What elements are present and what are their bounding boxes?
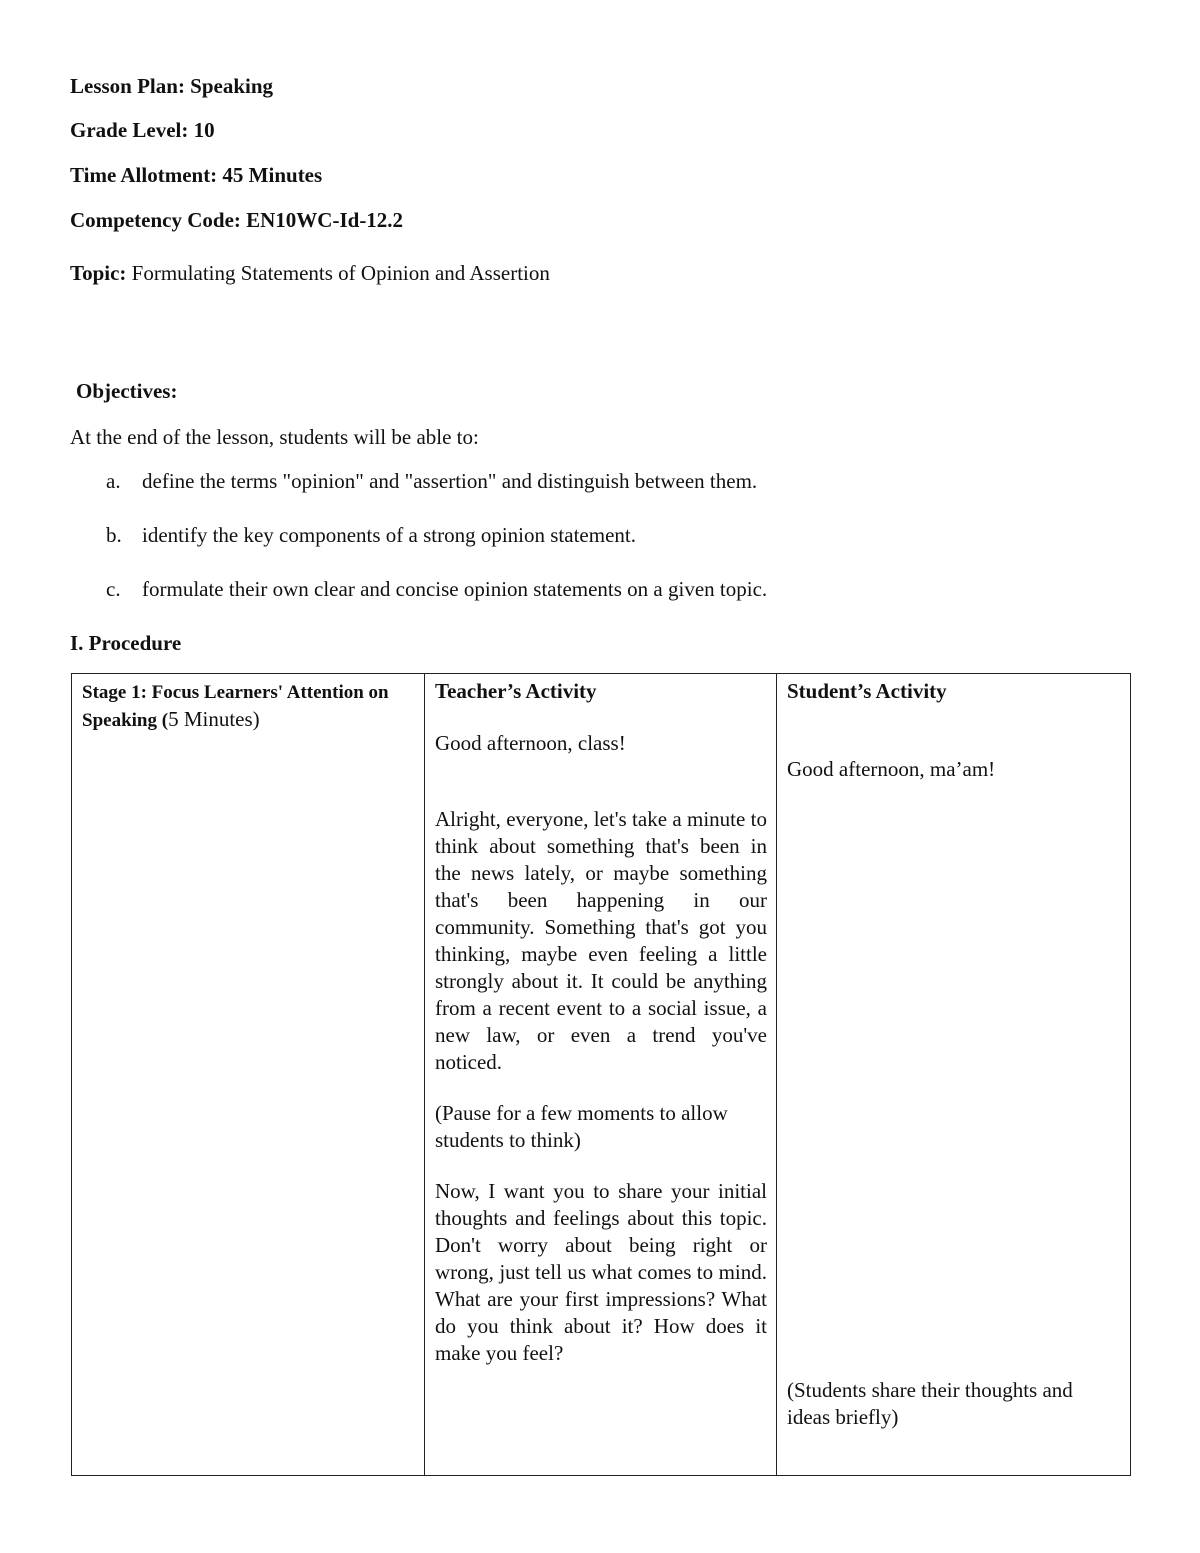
- teacher-prompt-text: Alright, everyone, let's take a minute to think about something that's been in the news lately, or maybe something that's been happening in our community. Something that's got you thinking, maybe even feeling a little strongly about it. It could be anything from a recent event to a social issue, a new law, or even a trend you've noticed.: [435, 807, 767, 1074]
- objectives-intro: At the end of the lesson, students will be able to:: [70, 425, 479, 449]
- stage-minutes: 5 Minutes): [168, 707, 260, 731]
- student-activity-cell: [777, 674, 1131, 1476]
- topic-label: Topic:: [70, 261, 127, 285]
- teacher-activity-heading: Teacher’s Activity: [435, 679, 597, 703]
- time-allotment: Time Allotment: 45 Minutes: [70, 163, 323, 187]
- student-share-note: (Students share their thoughts and ideas briefly): [787, 1378, 1073, 1429]
- objective-text: formulate their own clear and concise opinion statements on a given topic.: [142, 577, 768, 601]
- table-row: [72, 674, 1131, 1476]
- competency-code: Competency Code: EN10WC-Id-12.2: [70, 208, 404, 232]
- grade-level: Grade Level: 10: [70, 118, 215, 142]
- teacher-activity-cell: [425, 674, 777, 1476]
- student-greeting: Good afternoon, ma’am!: [787, 757, 996, 781]
- objective-letter: b.: [106, 523, 122, 547]
- objective-text: define the terms "opinion" and "assertion" and distinguish between them.: [142, 469, 758, 493]
- objectives-heading: Objectives:: [76, 379, 178, 403]
- objective-text: identify the key components of a strong opinion statement.: [142, 523, 636, 547]
- teacher-share-prompt: Now, I want you to share your initial thoughts and feelings about this topic. Don't worry about being right or wrong, just tell us what comes to mind. What are your first impressions? What do you think about it? How does it make you feel?: [435, 1179, 767, 1365]
- teacher-pause-note: (Pause for a few moments to allow students to think): [435, 1101, 728, 1152]
- procedure-table: [71, 673, 1131, 1476]
- stage-title: Stage 1: Focus Learners' Attention on Speaking (: [82, 682, 389, 731]
- teacher-greeting: Good afternoon, class!: [435, 731, 626, 755]
- procedure-heading: I. Procedure: [70, 631, 182, 655]
- stage-cell: [72, 674, 425, 1476]
- topic-value: Formulating Statements of Opinion and Assertion: [131, 261, 550, 285]
- topic-line: [70, 260, 550, 286]
- student-activity-heading: Student’s Activity: [787, 679, 947, 703]
- objective-letter: a.: [106, 469, 121, 493]
- lesson-plan-title: Lesson Plan: Speaking: [70, 74, 274, 98]
- objective-item: [106, 576, 767, 602]
- objective-letter: c.: [106, 577, 121, 601]
- objective-item: [106, 522, 636, 548]
- objective-item: [106, 468, 757, 494]
